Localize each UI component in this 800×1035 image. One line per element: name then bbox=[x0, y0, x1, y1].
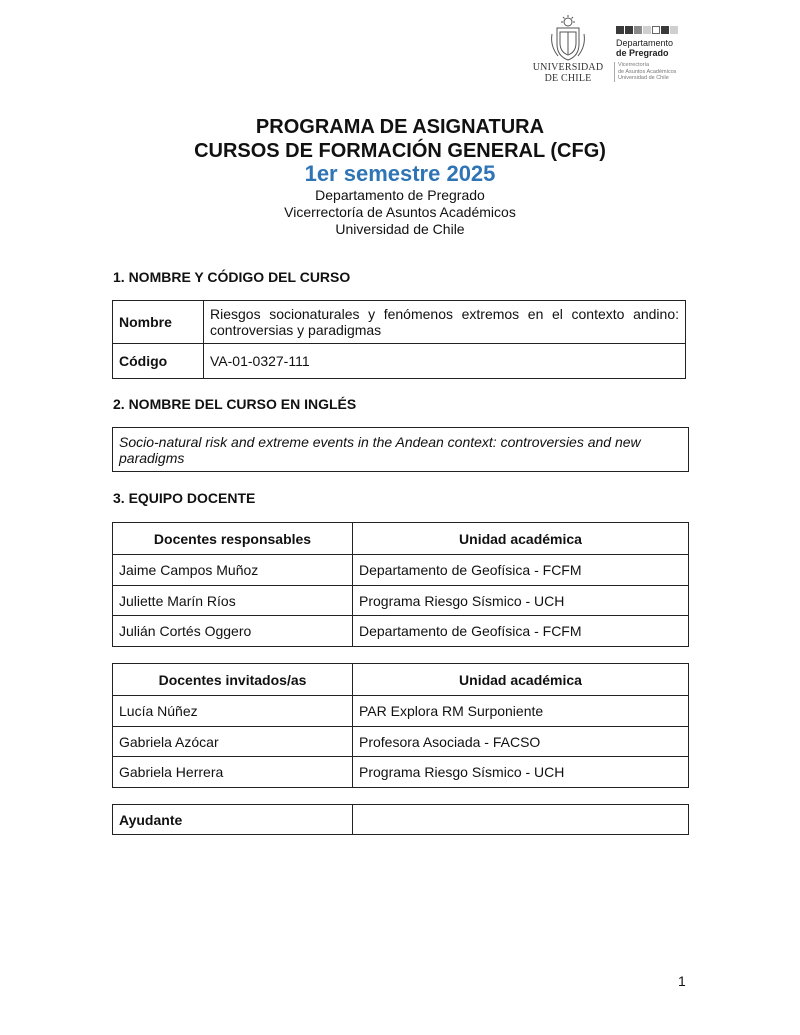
course-name-code-table bbox=[112, 300, 686, 379]
university-name-line1: UNIVERSIDAD bbox=[532, 62, 604, 73]
responsables-table bbox=[112, 522, 689, 647]
invitado-unit: Programa Riesgo Sísmico - UCH bbox=[353, 757, 689, 788]
codigo-value: VA-01-0327-111 bbox=[204, 344, 686, 379]
table-row bbox=[113, 344, 686, 379]
university-name-line2: DE CHILE bbox=[544, 73, 592, 84]
docente-name: Jaime Campos Muñoz bbox=[113, 555, 353, 586]
docente-name: Juliette Marín Ríos bbox=[113, 586, 353, 616]
nombre-label: Nombre bbox=[113, 301, 204, 344]
docente-unit: Departamento de Geofísica - FCFM bbox=[353, 616, 689, 647]
table-header-row bbox=[113, 664, 689, 696]
invitado-unit: PAR Explora RM Surponiente bbox=[353, 696, 689, 727]
table-row bbox=[113, 757, 689, 788]
ayudante-value bbox=[353, 805, 689, 835]
english-name-table bbox=[112, 427, 689, 472]
header-line-university: Universidad de Chile bbox=[335, 221, 465, 237]
university-shield-icon bbox=[546, 14, 590, 62]
header-line-department: Departamento de Pregrado bbox=[315, 187, 485, 203]
department-logo bbox=[614, 26, 694, 86]
ayudante-table bbox=[112, 804, 689, 835]
codigo-label: Código bbox=[113, 344, 204, 379]
column-header-unidad: Unidad académica bbox=[353, 523, 689, 555]
document-subtitle: CURSOS DE FORMACIÓN GENERAL (CFG) bbox=[194, 140, 606, 162]
column-header-invitados: Docentes invitados/as bbox=[113, 664, 353, 696]
nombre-value: Riesgos socionaturales y fenómenos extremos en el contexto andino: controversias y paradigmas bbox=[204, 301, 686, 344]
invitado-name: Gabriela Herrera bbox=[113, 757, 353, 788]
document-title: PROGRAMA DE ASIGNATURA bbox=[255, 116, 545, 138]
invitado-name: Lucía Núñez bbox=[113, 696, 353, 727]
section-2-title: 2. NOMBRE DEL CURSO EN INGLÉS bbox=[113, 396, 357, 412]
docente-name: Julián Cortés Oggero bbox=[113, 616, 353, 647]
table-row bbox=[113, 696, 689, 727]
table-row bbox=[113, 616, 689, 647]
table-row bbox=[113, 301, 686, 344]
department-logo-subtitle: Vicerrectoría de Asuntos Académicos Universidad de Chile bbox=[614, 62, 694, 82]
department-logo-title: Departamento de Pregrado bbox=[616, 38, 674, 58]
docente-unit: Departamento de Geofísica - FCFM bbox=[353, 555, 689, 586]
table-header-row bbox=[113, 523, 689, 555]
section-3-title: 3. EQUIPO DOCENTE bbox=[113, 490, 256, 506]
table-row bbox=[113, 805, 689, 835]
docente-unit: Programa Riesgo Sísmico - UCH bbox=[353, 586, 689, 616]
header-line-vicerrectoria: Vicerrectoría de Asuntos Académicos bbox=[284, 204, 516, 220]
english-name-value: Socio-natural risk and extreme events in the Andean context: controversies and new paradigms bbox=[113, 428, 689, 472]
column-header-docentes: Docentes responsables bbox=[113, 523, 353, 555]
invitados-table bbox=[112, 663, 689, 788]
table-row bbox=[113, 586, 689, 616]
table-row bbox=[113, 428, 689, 472]
semester-heading: 1er semestre 2025 bbox=[304, 161, 496, 186]
table-row bbox=[113, 555, 689, 586]
invitado-unit: Profesora Asociada - FACSO bbox=[353, 727, 689, 757]
column-header-unidad: Unidad académica bbox=[353, 664, 689, 696]
university-logo bbox=[528, 14, 608, 86]
table-row bbox=[113, 727, 689, 757]
department-squares-icon bbox=[616, 26, 694, 34]
invitado-name: Gabriela Azócar bbox=[113, 727, 353, 757]
page-number: 1 bbox=[678, 973, 686, 989]
ayudante-label: Ayudante bbox=[113, 805, 353, 835]
section-1-title: 1. NOMBRE Y CÓDIGO DEL CURSO bbox=[113, 269, 351, 285]
